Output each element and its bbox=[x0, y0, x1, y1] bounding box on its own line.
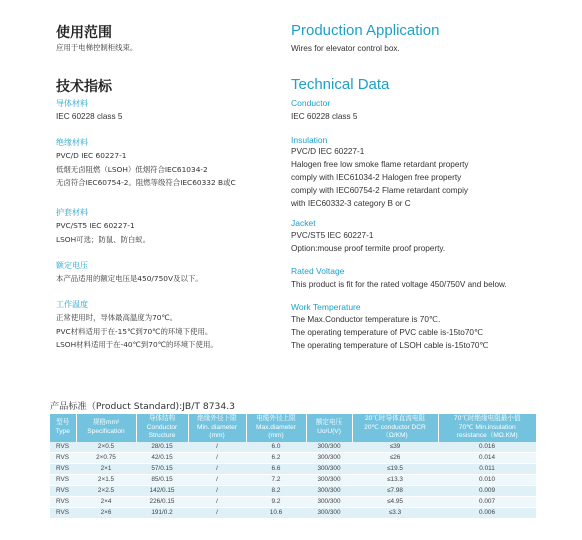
header-min-diameter: 绝缘外径下限 Min. diameter (mm) bbox=[188, 414, 246, 442]
cell-max-diameter: 8.2 bbox=[246, 485, 306, 496]
cell-structure: 57/0.15 bbox=[136, 463, 188, 474]
temp-heading-en: Work Temperature bbox=[291, 302, 361, 312]
header-specification: 规格mm² Specification bbox=[76, 414, 136, 442]
cell-voltage: 300/300 bbox=[306, 485, 352, 496]
insulation-line-en-3: comply with IEC61034-2 Halogen free property bbox=[291, 173, 462, 182]
cell-structure: 28/0.15 bbox=[136, 442, 188, 453]
cell-insulation-resistance: 0.010 bbox=[438, 474, 536, 485]
temp-line-zh-2: PVC材料适用于在-15℃到70℃的环境下使用。 bbox=[56, 326, 213, 336]
cell-min-diameter: / bbox=[188, 474, 246, 485]
cell-structure: 85/0.15 bbox=[136, 474, 188, 485]
cell-type: RVS bbox=[50, 452, 76, 463]
cell-dcr: ≤13.3 bbox=[352, 474, 438, 485]
cell-spec: 2×6 bbox=[76, 507, 136, 518]
cell-max-diameter: 10.6 bbox=[246, 507, 306, 518]
voltage-text-en: This product is fit for the rated voltage 450/750V and below. bbox=[291, 280, 507, 289]
cell-dcr: ≤4.95 bbox=[352, 496, 438, 507]
usage-text: 应用于电梯控制柜线束。 bbox=[56, 43, 138, 52]
header-conductor-structure: 导体结构 Conductor Structure bbox=[136, 414, 188, 442]
cell-spec: 2×2.5 bbox=[76, 485, 136, 496]
temp-line-en-1: The Max.Conductor temperature is 70℃. bbox=[291, 315, 441, 324]
insulation-heading-en: Insulation bbox=[291, 135, 328, 145]
table-row bbox=[50, 442, 536, 453]
voltage-text-zh: 本产品适用的额定电压是450/750V及以下。 bbox=[56, 274, 203, 283]
cell-max-diameter: 6.6 bbox=[246, 463, 306, 474]
cell-voltage: 300/300 bbox=[306, 452, 352, 463]
insulation-line-zh-3: 无卤符合IEC60754-2。阻燃等级符合IEC60332 B或C bbox=[56, 178, 236, 187]
conductor-heading-zh: 导体材料 bbox=[56, 99, 88, 108]
insulation-text-zh bbox=[56, 149, 236, 190]
cell-type: RVS bbox=[50, 485, 76, 496]
table-row bbox=[50, 452, 536, 463]
cell-min-diameter: / bbox=[188, 496, 246, 507]
cell-voltage: 300/300 bbox=[306, 496, 352, 507]
tech-title-zh: 技术指标 bbox=[56, 79, 112, 95]
cell-dcr: ≤39 bbox=[352, 442, 438, 453]
insulation-line-en-5: with IEC60332-3 category B or C bbox=[291, 199, 411, 208]
temp-text-zh bbox=[56, 311, 218, 352]
table-row bbox=[50, 496, 536, 507]
cell-spec: 2×0.5 bbox=[76, 442, 136, 453]
cell-type: RVS bbox=[50, 463, 76, 474]
header-conductor-dcr: 20℃时导体直流电阻 20℃ conductor DCR （Ω/KM) bbox=[352, 414, 438, 442]
jacket-line-en-2: Option:mouse proof termite proof property. bbox=[291, 244, 446, 253]
app-title: Production Application bbox=[291, 22, 440, 39]
cell-structure: 226/0.15 bbox=[136, 496, 188, 507]
cell-min-diameter: / bbox=[188, 463, 246, 474]
temp-line-en-2: The operating temperature of PVC cable is-15to70℃ bbox=[291, 328, 484, 337]
cell-min-diameter: / bbox=[188, 442, 246, 453]
cell-voltage: 300/300 bbox=[306, 442, 352, 453]
table-header-row bbox=[50, 414, 536, 442]
table-row bbox=[50, 474, 536, 485]
insulation-text-en bbox=[291, 145, 468, 210]
cell-structure: 191/0.2 bbox=[136, 507, 188, 518]
cell-insulation-resistance: 0.014 bbox=[438, 452, 536, 463]
insulation-heading-zh: 绝缘材料 bbox=[56, 138, 88, 147]
cell-voltage: 300/300 bbox=[306, 474, 352, 485]
cell-dcr: ≤7.98 bbox=[352, 485, 438, 496]
jacket-text-zh bbox=[56, 219, 150, 246]
table-row bbox=[50, 463, 536, 474]
temp-text-en bbox=[291, 313, 489, 352]
table-row bbox=[50, 485, 536, 496]
temp-heading-zh: 工作温度 bbox=[56, 300, 88, 309]
cell-type: RVS bbox=[50, 507, 76, 518]
cell-spec: 2×0.75 bbox=[76, 452, 136, 463]
tech-title-en: Technical Data bbox=[291, 76, 390, 93]
cell-max-diameter: 7.2 bbox=[246, 474, 306, 485]
temp-line-zh-3: LSOH材料适用于在-40℃到70℃的环境下使用。 bbox=[56, 340, 218, 349]
cell-insulation-resistance: 0.007 bbox=[438, 496, 536, 507]
jacket-heading-en: Jacket bbox=[291, 218, 316, 228]
cell-type: RVS bbox=[50, 442, 76, 453]
conductor-text-zh: IEC 60228 class 5 bbox=[56, 112, 123, 121]
cell-voltage: 300/300 bbox=[306, 463, 352, 474]
jacket-line-en-1: PVC/ST5 IEC 60227-1 bbox=[291, 231, 374, 240]
cell-insulation-resistance: 0.009 bbox=[438, 485, 536, 496]
conductor-heading-en: Conductor bbox=[291, 98, 331, 108]
jacket-line-zh-2: LSOH可选；防鼠、防白蚁。 bbox=[56, 234, 151, 244]
cell-max-diameter: 6.2 bbox=[246, 452, 306, 463]
voltage-heading-en: Rated Voltage bbox=[291, 266, 345, 276]
conductor-text-en: IEC 60228 class 5 bbox=[291, 112, 358, 121]
cell-insulation-resistance: 0.006 bbox=[438, 507, 536, 518]
cell-dcr: ≤19.5 bbox=[352, 463, 438, 474]
cell-spec: 2×1.5 bbox=[76, 474, 136, 485]
cell-min-diameter: / bbox=[188, 485, 246, 496]
voltage-heading-zh: 额定电压 bbox=[56, 261, 88, 270]
insulation-line-en-2: Halogen free low smoke flame retardant property bbox=[291, 160, 469, 169]
insulation-line-en-4: comply with IEC60754-2 Flame retardant compiy bbox=[291, 186, 469, 195]
table-row bbox=[50, 507, 536, 518]
temp-line-zh-1: 正常使用时，导体最高温度为70℃。 bbox=[56, 313, 178, 322]
cell-max-diameter: 6.0 bbox=[246, 442, 306, 453]
cell-structure: 42/0.15 bbox=[136, 452, 188, 463]
cell-type: RVS bbox=[50, 496, 76, 507]
insulation-line-zh-2: 低烟无卤阻燃（LSOH）低烟符合IEC61034-2 bbox=[56, 164, 208, 174]
cell-voltage: 300/300 bbox=[306, 507, 352, 518]
cell-dcr: ≤3.3 bbox=[352, 507, 438, 518]
cell-structure: 142/0.15 bbox=[136, 485, 188, 496]
cell-max-diameter: 9.2 bbox=[246, 496, 306, 507]
cell-insulation-resistance: 0.016 bbox=[438, 442, 536, 453]
cell-type: RVS bbox=[50, 474, 76, 485]
insulation-line-en-1: PVC/D IEC 60227-1 bbox=[291, 147, 365, 156]
jacket-heading-zh: 护套材料 bbox=[56, 208, 88, 217]
cell-dcr: ≤26 bbox=[352, 452, 438, 463]
product-standard: 产品标准（Product Standard):JB/T 8734.3 bbox=[50, 401, 236, 412]
header-insulation-resistance: 70℃时绝缘电阻最小值 70℃ Min.insulation resistance（MΩ.KM) bbox=[438, 414, 536, 442]
header-rated-voltage: 额定电压 Uo/U(V) bbox=[306, 414, 352, 442]
usage-title: 使用范围 bbox=[56, 25, 112, 41]
jacket-text-en bbox=[291, 229, 445, 255]
header-max-diameter: 电缆外径上限 Max.diameter (mm) bbox=[246, 414, 306, 442]
app-text: Wires for elevator control box. bbox=[291, 44, 400, 53]
cell-min-diameter: / bbox=[188, 507, 246, 518]
cell-min-diameter: / bbox=[188, 452, 246, 463]
insulation-line-zh-1: PVC/D IEC 60227-1 bbox=[56, 151, 127, 160]
jacket-line-zh-1: PVC/ST5 IEC 60227-1 bbox=[56, 221, 135, 230]
cell-spec: 2×1 bbox=[76, 463, 136, 474]
cell-insulation-resistance: 0.011 bbox=[438, 463, 536, 474]
header-type: 型号 Type bbox=[50, 414, 76, 442]
spec-table bbox=[50, 414, 536, 519]
temp-line-en-3: The operating temperature of LSOH cable is-15to70℃ bbox=[291, 341, 489, 350]
cell-spec: 2×4 bbox=[76, 496, 136, 507]
